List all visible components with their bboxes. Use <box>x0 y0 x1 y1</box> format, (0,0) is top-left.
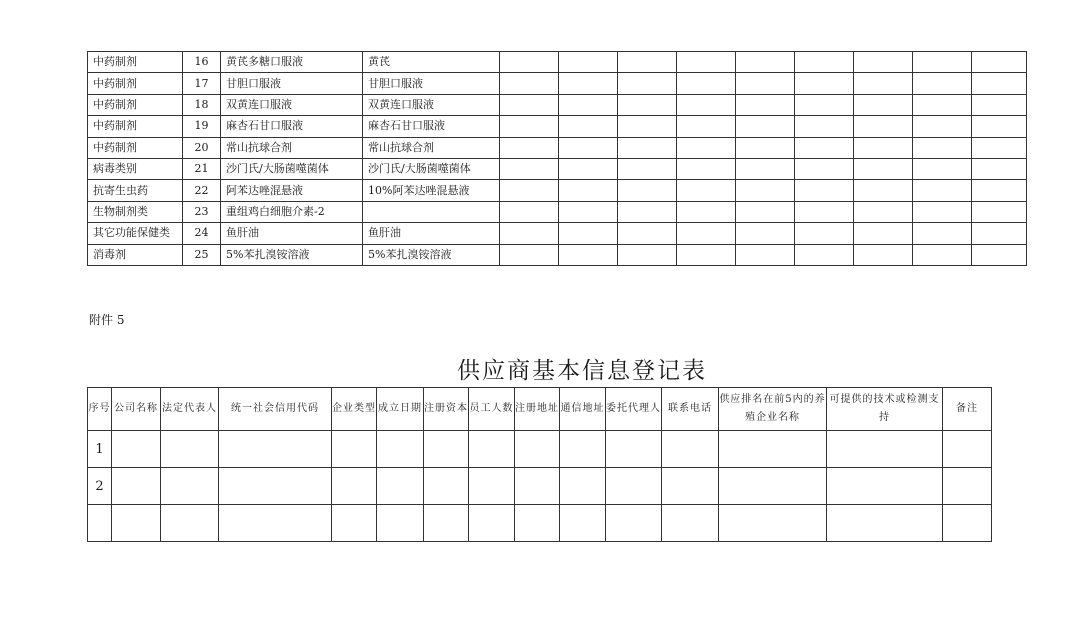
empty-cell <box>736 52 795 73</box>
product-table <box>87 51 1027 266</box>
empty-cell <box>913 180 972 201</box>
entry-cell[interactable] <box>332 468 377 505</box>
empty-cell <box>500 244 559 265</box>
product-ingredient-cell: 黄芪 <box>363 52 500 73</box>
empty-cell <box>736 223 795 244</box>
entry-cell[interactable] <box>377 505 424 542</box>
empty-cell <box>795 73 854 94</box>
entry-cell[interactable] <box>719 505 827 542</box>
empty-cell <box>913 52 972 73</box>
entry-cell[interactable] <box>219 431 332 468</box>
empty-cell <box>795 52 854 73</box>
entry-cell[interactable] <box>943 431 992 468</box>
empty-cell <box>795 158 854 179</box>
column-header: 供应排名在前5内的养殖企业名称 <box>719 388 827 431</box>
empty-cell <box>854 52 913 73</box>
entry-cell[interactable] <box>515 431 560 468</box>
empty-cell <box>972 137 1027 158</box>
product-ingredient-cell <box>363 201 500 222</box>
empty-cell <box>972 73 1027 94</box>
empty-cell <box>500 52 559 73</box>
product-ingredient-cell: 沙门氏/大肠菌噬菌体 <box>363 158 500 179</box>
product-name-cell: 黄芪多糖口服液 <box>221 52 363 73</box>
entry-cell[interactable] <box>332 505 377 542</box>
empty-cell <box>677 116 736 137</box>
product-row <box>88 137 1027 158</box>
product-no-cell: 22 <box>183 180 221 201</box>
product-ingredient-cell: 双黄连口服液 <box>363 94 500 115</box>
empty-cell <box>736 137 795 158</box>
column-header: 备注 <box>943 388 992 431</box>
empty-cell <box>559 94 618 115</box>
empty-cell <box>795 94 854 115</box>
column-header: 注册资本 <box>424 388 469 431</box>
empty-cell <box>972 180 1027 201</box>
row-number-cell: 1 <box>88 431 112 468</box>
product-name-cell: 常山抗球合剂 <box>221 137 363 158</box>
product-no-cell: 21 <box>183 158 221 179</box>
empty-cell <box>618 180 677 201</box>
entry-cell[interactable] <box>424 431 469 468</box>
empty-cell <box>854 158 913 179</box>
empty-cell <box>559 180 618 201</box>
empty-cell <box>618 244 677 265</box>
empty-cell <box>677 158 736 179</box>
supplier-row <box>88 431 992 468</box>
product-no-cell: 24 <box>183 223 221 244</box>
empty-cell <box>618 116 677 137</box>
empty-cell <box>736 201 795 222</box>
empty-cell <box>972 158 1027 179</box>
entry-cell[interactable] <box>219 505 332 542</box>
entry-cell[interactable] <box>112 431 161 468</box>
product-category-cell: 其它功能保健类 <box>88 223 183 244</box>
empty-cell <box>913 116 972 137</box>
product-row <box>88 201 1027 222</box>
empty-cell <box>500 116 559 137</box>
entry-cell[interactable] <box>161 431 219 468</box>
empty-cell <box>500 73 559 94</box>
empty-cell <box>677 244 736 265</box>
product-no-cell: 20 <box>183 137 221 158</box>
entry-cell[interactable] <box>469 431 515 468</box>
entry-cell[interactable] <box>560 431 606 468</box>
supplier-row <box>88 505 992 542</box>
empty-cell <box>559 73 618 94</box>
entry-cell[interactable] <box>662 505 719 542</box>
empty-cell <box>854 137 913 158</box>
empty-cell <box>618 52 677 73</box>
entry-cell[interactable] <box>606 505 662 542</box>
product-no-cell: 16 <box>183 52 221 73</box>
supplier-row <box>88 468 992 505</box>
empty-cell <box>854 94 913 115</box>
entry-cell[interactable] <box>377 468 424 505</box>
entry-cell[interactable] <box>332 431 377 468</box>
empty-cell <box>618 158 677 179</box>
empty-cell <box>618 201 677 222</box>
product-no-cell: 19 <box>183 116 221 137</box>
empty-cell <box>559 52 618 73</box>
product-name-cell: 阿苯达唑混悬液 <box>221 180 363 201</box>
empty-cell <box>854 73 913 94</box>
empty-cell <box>500 137 559 158</box>
empty-cell <box>972 244 1027 265</box>
entry-cell[interactable] <box>827 505 943 542</box>
entry-cell[interactable] <box>219 468 332 505</box>
product-category-cell: 中药制剂 <box>88 52 183 73</box>
empty-cell <box>972 52 1027 73</box>
entry-cell[interactable] <box>112 468 161 505</box>
entry-cell[interactable] <box>424 468 469 505</box>
product-ingredient-cell: 甘胆口服液 <box>363 73 500 94</box>
product-category-cell: 抗寄生虫药 <box>88 180 183 201</box>
column-header: 法定代表人 <box>161 388 219 431</box>
entry-cell[interactable] <box>424 505 469 542</box>
column-header: 员工人数 <box>469 388 515 431</box>
product-row <box>88 116 1027 137</box>
empty-cell <box>500 158 559 179</box>
empty-cell <box>736 94 795 115</box>
column-header: 企业类型 <box>332 388 377 431</box>
column-header: 联系电话 <box>662 388 719 431</box>
empty-cell <box>736 244 795 265</box>
product-ingredient-cell: 10%阿苯达唑混悬液 <box>363 180 500 201</box>
empty-cell <box>559 201 618 222</box>
empty-cell <box>913 158 972 179</box>
empty-cell <box>795 116 854 137</box>
empty-cell <box>913 201 972 222</box>
entry-cell[interactable] <box>515 505 560 542</box>
product-name-cell: 麻杏石甘口服液 <box>221 116 363 137</box>
product-row <box>88 180 1027 201</box>
product-no-cell: 18 <box>183 94 221 115</box>
row-number-cell: 2 <box>88 468 112 505</box>
appendix-label: 附件 5 <box>89 313 125 327</box>
entry-cell[interactable] <box>662 431 719 468</box>
entry-cell[interactable] <box>662 468 719 505</box>
supplier-registration-table <box>87 387 992 542</box>
column-header: 注册地址 <box>515 388 560 431</box>
product-row <box>88 158 1027 179</box>
product-row <box>88 52 1027 73</box>
empty-cell <box>972 223 1027 244</box>
empty-cell <box>677 201 736 222</box>
product-ingredient-cell: 常山抗球合剂 <box>363 137 500 158</box>
empty-cell <box>618 137 677 158</box>
empty-cell <box>500 94 559 115</box>
entry-cell[interactable] <box>606 468 662 505</box>
empty-cell <box>559 116 618 137</box>
product-row <box>88 73 1027 94</box>
empty-cell <box>736 73 795 94</box>
product-name-cell: 双黄连口服液 <box>221 94 363 115</box>
column-header: 可提供的技术或检测支持 <box>827 388 943 431</box>
empty-cell <box>913 73 972 94</box>
entry-cell[interactable] <box>719 431 827 468</box>
empty-cell <box>677 223 736 244</box>
product-ingredient-cell: 鱼肝油 <box>363 223 500 244</box>
empty-cell <box>795 201 854 222</box>
product-category-cell: 中药制剂 <box>88 73 183 94</box>
entry-cell[interactable] <box>827 468 943 505</box>
column-header: 统一社会信用代码 <box>219 388 332 431</box>
entry-cell[interactable] <box>377 431 424 468</box>
empty-cell <box>500 201 559 222</box>
empty-cell <box>618 223 677 244</box>
entry-cell[interactable] <box>606 431 662 468</box>
empty-cell <box>795 244 854 265</box>
empty-cell <box>972 201 1027 222</box>
product-no-cell: 17 <box>183 73 221 94</box>
row-number-cell <box>88 505 112 542</box>
entry-cell[interactable] <box>515 468 560 505</box>
empty-cell <box>500 180 559 201</box>
column-header: 序号 <box>88 388 112 431</box>
column-header: 公司名称 <box>112 388 161 431</box>
product-category-cell: 生物制剂类 <box>88 201 183 222</box>
empty-cell <box>559 158 618 179</box>
empty-cell <box>559 244 618 265</box>
entry-cell[interactable] <box>943 468 992 505</box>
empty-cell <box>972 94 1027 115</box>
empty-cell <box>677 52 736 73</box>
empty-cell <box>913 137 972 158</box>
product-category-cell: 消毒剂 <box>88 244 183 265</box>
product-name-cell: 鱼肝油 <box>221 223 363 244</box>
empty-cell <box>854 116 913 137</box>
product-no-cell: 23 <box>183 201 221 222</box>
empty-cell <box>500 223 559 244</box>
empty-cell <box>913 94 972 115</box>
product-row <box>88 223 1027 244</box>
product-ingredient-cell: 5%苯扎溴铵溶液 <box>363 244 500 265</box>
empty-cell <box>736 158 795 179</box>
product-ingredient-cell: 麻杏石甘口服液 <box>363 116 500 137</box>
column-header: 成立日期 <box>377 388 424 431</box>
column-header: 通信地址 <box>560 388 606 431</box>
empty-cell <box>913 244 972 265</box>
product-row <box>88 244 1027 265</box>
product-name-cell: 重组鸡白细胞介素-2 <box>221 201 363 222</box>
empty-cell <box>618 73 677 94</box>
empty-cell <box>854 180 913 201</box>
entry-cell[interactable] <box>112 505 161 542</box>
empty-cell <box>795 223 854 244</box>
empty-cell <box>677 94 736 115</box>
empty-cell <box>854 201 913 222</box>
product-no-cell: 25 <box>183 244 221 265</box>
empty-cell <box>677 73 736 94</box>
entry-cell[interactable] <box>469 468 515 505</box>
product-category-cell: 中药制剂 <box>88 137 183 158</box>
empty-cell <box>795 180 854 201</box>
product-row <box>88 94 1027 115</box>
entry-cell[interactable] <box>827 431 943 468</box>
empty-cell <box>736 116 795 137</box>
product-name-cell: 5%苯扎溴铵溶液 <box>221 244 363 265</box>
empty-cell <box>618 94 677 115</box>
form-title: 供应商基本信息登记表 <box>457 358 707 384</box>
empty-cell <box>677 137 736 158</box>
empty-cell <box>677 180 736 201</box>
header-row <box>88 388 992 431</box>
entry-cell[interactable] <box>161 505 219 542</box>
empty-cell <box>854 223 913 244</box>
empty-cell <box>854 244 913 265</box>
empty-cell <box>913 223 972 244</box>
empty-cell <box>972 116 1027 137</box>
product-category-cell: 中药制剂 <box>88 116 183 137</box>
product-category-cell: 中药制剂 <box>88 94 183 115</box>
entry-cell[interactable] <box>943 505 992 542</box>
entry-cell[interactable] <box>560 468 606 505</box>
column-header: 委托代理人 <box>606 388 662 431</box>
product-category-cell: 病毒类别 <box>88 158 183 179</box>
entry-cell[interactable] <box>719 468 827 505</box>
empty-cell <box>736 180 795 201</box>
entry-cell[interactable] <box>161 468 219 505</box>
product-name-cell: 甘胆口服液 <box>221 73 363 94</box>
empty-cell <box>559 137 618 158</box>
entry-cell[interactable] <box>469 505 515 542</box>
empty-cell <box>559 223 618 244</box>
product-name-cell: 沙门氏/大肠菌噬菌体 <box>221 158 363 179</box>
entry-cell[interactable] <box>560 505 606 542</box>
empty-cell <box>795 137 854 158</box>
